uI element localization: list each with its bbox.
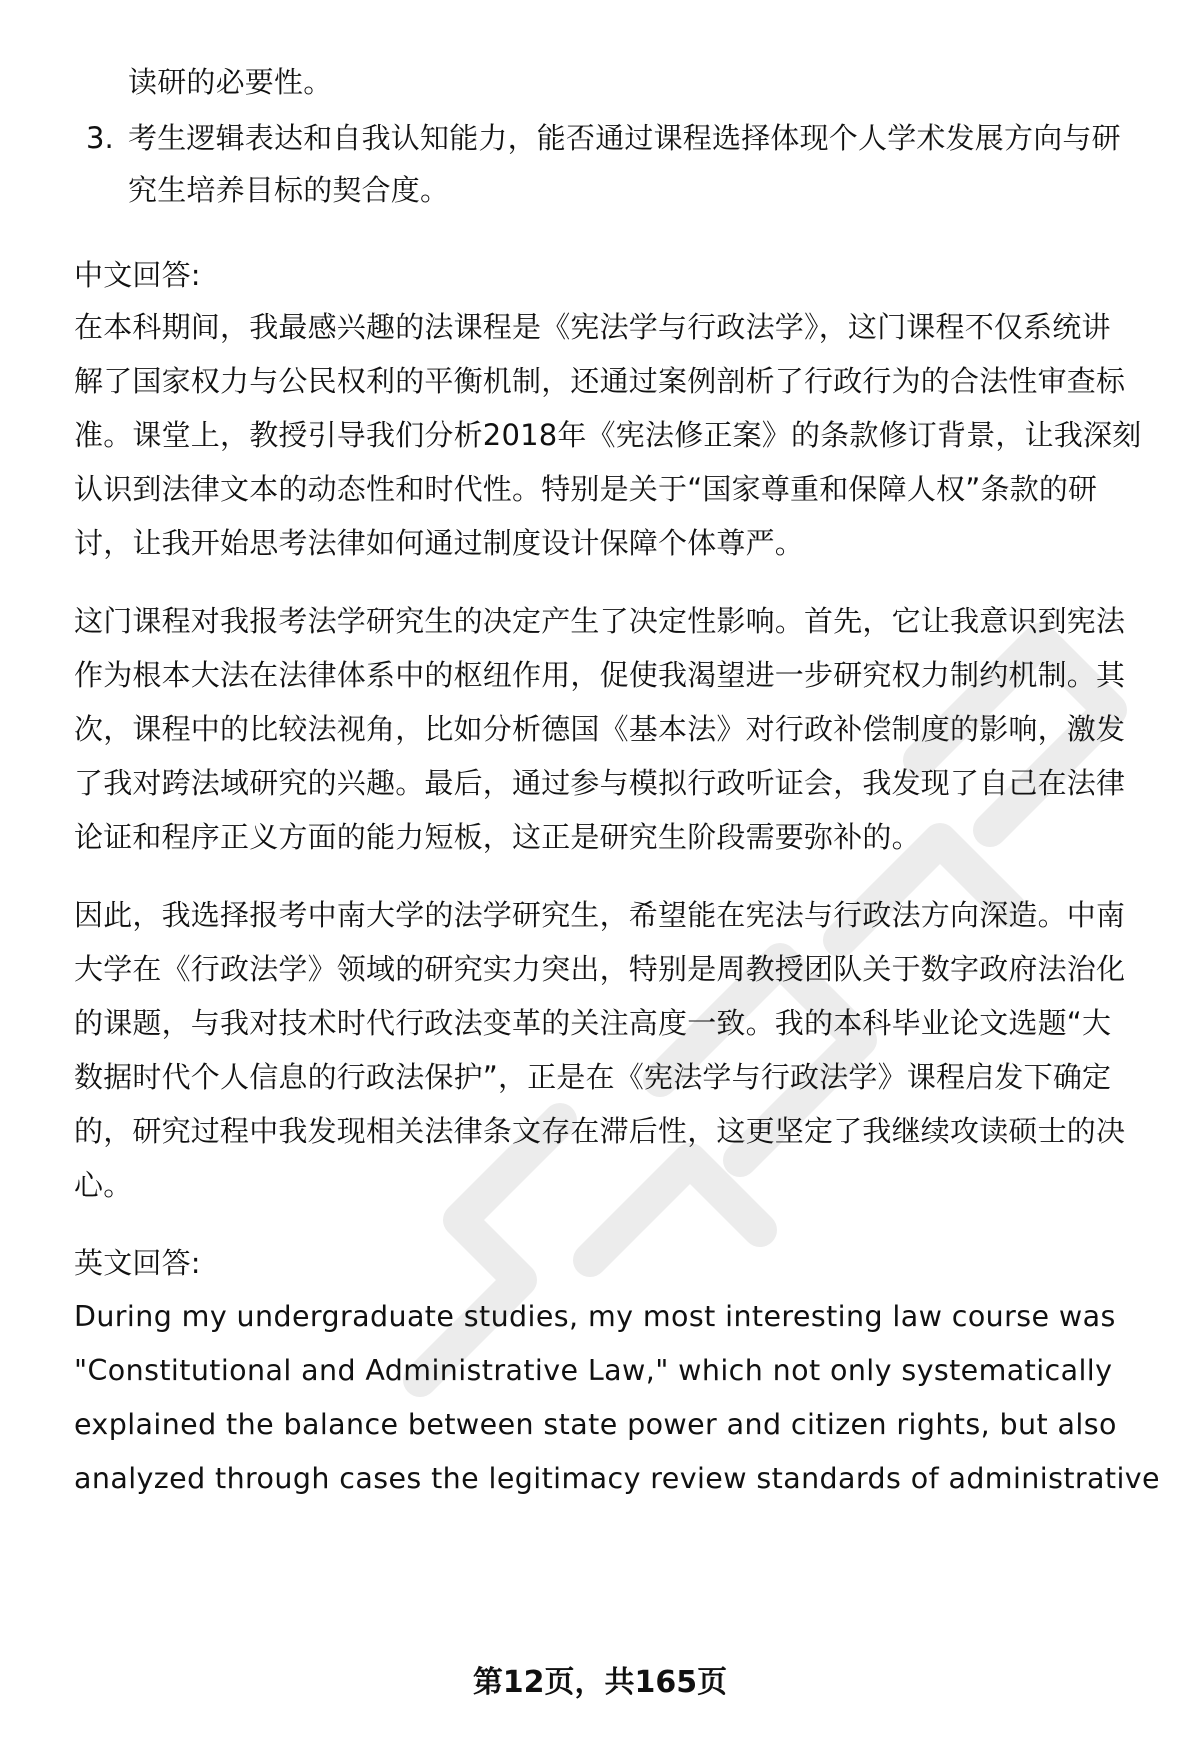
paragraph-line: 次，课程中的比较法视角，比如分析德国《基本法》对行政补偿制度的影响，激发	[74, 712, 1126, 746]
list-continuation-text: 读研的必要性。	[128, 65, 333, 99]
list-number-3: 3.	[86, 121, 114, 155]
paragraph-line: 了我对跨法域研究的兴趣。最后，通过参与模拟行政听证会，我发现了自己在法律	[74, 766, 1126, 800]
page-number-footer: 第12页，共165页	[472, 1665, 728, 1700]
paragraph-line: 论证和程序正义方面的能力短板，这正是研究生阶段需要弥补的。	[74, 820, 921, 854]
paragraph-line: 解了国家权力与公民权利的平衡机制，还通过案例剖析了行政行为的合法性审查标	[74, 364, 1126, 398]
paragraph-line: 的课题，与我对技术时代行政法变革的关注高度一致。我的本科毕业论文选题“大	[74, 1006, 1112, 1040]
paragraph-line: 心。	[74, 1168, 133, 1202]
list-item-3-line-2: 究生培养目标的契合度。	[128, 173, 450, 207]
paragraph-line: 在本科期间，我最感兴趣的法课程是《宪法学与行政法学》，这门课程不仅系统讲	[74, 310, 1111, 344]
list-item-3-line-1: 考生逻辑表达和自我认知能力，能否通过课程选择体现个人学术发展方向与研	[128, 121, 1121, 155]
paragraph-line: analyzed through cases the legitimacy review standards of administrative	[74, 1462, 1160, 1495]
paragraph-line: 的，研究过程中我发现相关法律条文存在滞后性，这更坚定了我继续攻读硕士的决	[74, 1114, 1126, 1148]
paragraph-line: explained the balance between state power and citizen rights, but also	[74, 1408, 1117, 1441]
paragraph-line: 作为根本大法在法律体系中的枢纽作用，促使我渴望进一步研究权力制约机制。其	[74, 658, 1126, 692]
english-answer-heading: 英文回答:	[74, 1246, 201, 1280]
paragraph-line: During my undergraduate studies, my most interesting law course was	[74, 1300, 1116, 1333]
paragraph-line: 大学在《行政法学》领域的研究实力突出，特别是周教授团队关于数字政府法治化	[74, 952, 1126, 986]
chinese-answer-heading: 中文回答:	[74, 258, 201, 292]
paragraph-line: 认识到法律文本的动态性和时代性。特别是关于“国家尊重和保障人权”条款的研	[74, 472, 1098, 506]
paragraph-line: 讨，让我开始思考法律如何通过制度设计保障个体尊严。	[74, 526, 805, 560]
paragraph-line: 这门课程对我报考法学研究生的决定产生了决定性影响。首先，它让我意识到宪法	[74, 604, 1126, 638]
paragraph-line: 数据时代个人信息的行政法保护”，正是在《宪法学与行政法学》课程启发下确定	[74, 1060, 1112, 1094]
paragraph-line: 因此，我选择报考中南大学的法学研究生，希望能在宪法与行政法方向深造。中南	[74, 898, 1126, 932]
paragraph-line: 准。课堂上，教授引导我们分析2018年《宪法修正案》的条款修订背景，让我深刻	[74, 418, 1142, 452]
paragraph-line: "Constitutional and Administrative Law," which not only systematically	[74, 1354, 1113, 1387]
